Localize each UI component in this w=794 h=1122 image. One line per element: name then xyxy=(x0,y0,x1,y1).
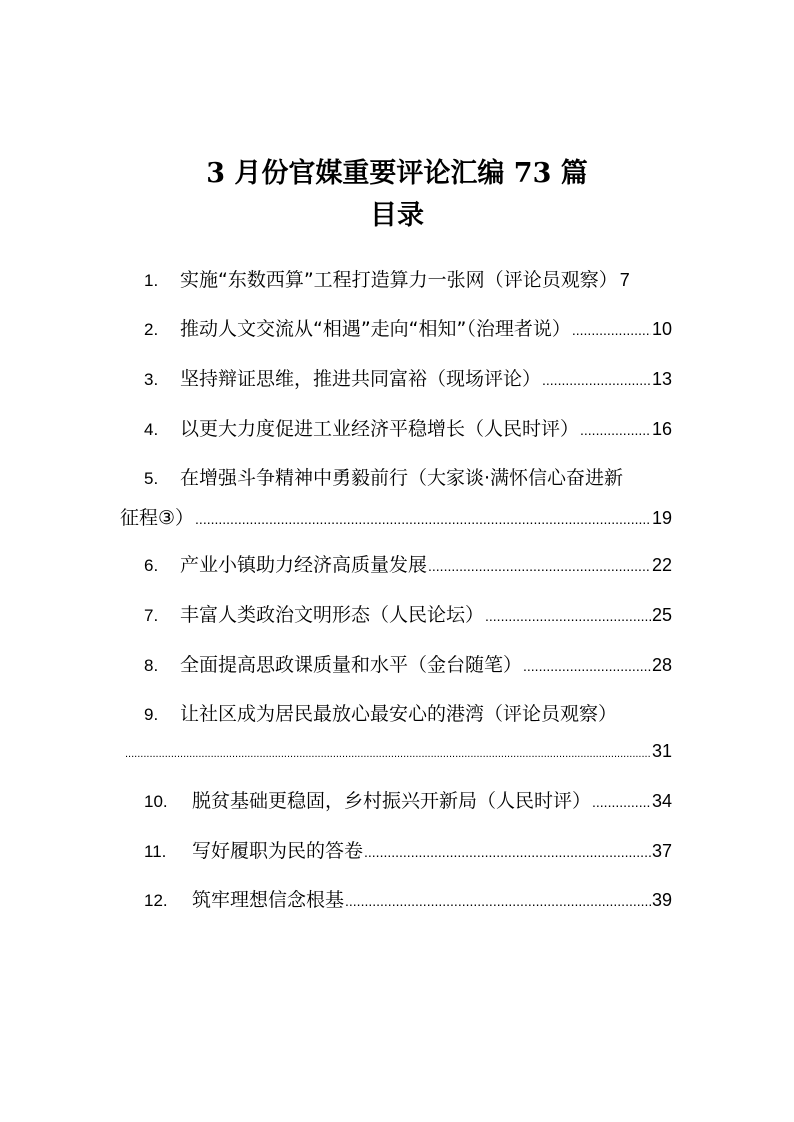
toc-entry-number: 7. xyxy=(144,606,159,625)
toc-entry-number: 2. xyxy=(144,320,159,339)
toc-entry-2[interactable] xyxy=(120,314,672,344)
toc-entry-9[interactable] xyxy=(120,699,672,729)
toc-entry-page: 28 xyxy=(651,655,672,675)
toc-entry-text: 产业小镇助力经济高质量发展 xyxy=(180,554,428,576)
toc-entry-5[interactable] xyxy=(120,463,672,493)
toc-entry-10[interactable] xyxy=(120,786,672,816)
toc-entry-text: 以更大力度促进工业经济平稳增长（人民时评） xyxy=(180,418,580,440)
toc-leader-dots xyxy=(580,415,651,445)
toc-entry-9-continued[interactable] xyxy=(124,736,672,766)
toc-entry-page: 37 xyxy=(651,841,672,861)
toc-entry-text-continued: 征程③） xyxy=(120,507,195,529)
toc-leader-dots xyxy=(195,504,651,534)
toc-entry-1[interactable] xyxy=(120,265,672,295)
toc-entry-number: 10. xyxy=(144,792,168,811)
toc-leader-dots xyxy=(428,551,651,581)
toc-entry-number: 12. xyxy=(144,891,168,910)
toc-leader-dots xyxy=(125,739,651,769)
toc-entry-page: 7 xyxy=(619,270,630,290)
toc-entry-text: 实施“东数西算”工程打造算力一张网（评论员观察） xyxy=(180,269,618,291)
toc-entry-number: 5. xyxy=(144,469,159,488)
toc-entry-text: 让社区成为居民最放心最安心的港湾（评论员观察） xyxy=(180,703,618,725)
toc-entry-text: 丰富人类政治文明形态（人民论坛） xyxy=(180,604,485,626)
toc-entry-page: 13 xyxy=(651,369,672,389)
toc-entry-number: 4. xyxy=(144,420,159,439)
toc-entry-text: 坚持辩证思维，推进共同富裕（现场评论） xyxy=(180,368,542,390)
toc-entry-page: 19 xyxy=(651,508,672,528)
toc-entry-number: 8. xyxy=(144,656,159,675)
toc-heading: 目录 xyxy=(370,200,424,231)
toc-entry-8[interactable] xyxy=(120,650,672,680)
toc-entry-text: 全面提高思政课质量和水平（金台随笔） xyxy=(180,654,523,676)
toc-entry-number: 3. xyxy=(144,370,159,389)
toc-leader-dots xyxy=(364,837,651,867)
toc-leader-dots xyxy=(592,787,651,817)
toc-leader-dots xyxy=(572,315,651,345)
toc-entry-number: 11. xyxy=(144,842,167,861)
toc-entry-4[interactable] xyxy=(120,414,672,444)
toc-entry-page: 22 xyxy=(651,555,672,575)
toc-entry-text: 推动人文交流从“相遇”走向“相知”（治理者说） xyxy=(180,318,571,340)
toc-entry-text: 筑牢理想信念根基 xyxy=(192,889,345,911)
toc-entry-11[interactable] xyxy=(120,836,672,866)
toc-leader-dots xyxy=(485,601,651,631)
toc-entry-7[interactable] xyxy=(120,600,672,630)
toc-entry-6[interactable] xyxy=(120,550,672,580)
toc-entry-page: 10 xyxy=(651,319,672,339)
toc-entry-text: 写好履职为民的答卷 xyxy=(192,840,364,862)
toc-leader-dots xyxy=(523,651,651,681)
toc-entry-page: 25 xyxy=(651,605,672,625)
toc-entry-page: 39 xyxy=(651,890,672,910)
toc-entry-text: 在增强斗争精神中勇毅前行（大家谈·满怀信心奋进新 xyxy=(180,467,624,489)
toc-entry-page: 16 xyxy=(651,419,672,439)
toc-leader-dots xyxy=(542,365,651,395)
toc-entry-text: 脱贫基础更稳固，乡村振兴开新局（人民时评） xyxy=(192,790,592,812)
toc-entry-number: 9. xyxy=(144,705,159,724)
toc-entry-12[interactable] xyxy=(120,885,672,915)
toc-entry-number: 1. xyxy=(144,271,159,290)
toc-entry-page: 34 xyxy=(651,791,672,811)
toc-entry-page: 31 xyxy=(651,741,672,761)
toc-entry-3[interactable] xyxy=(120,364,672,394)
document-title: 3 月份官媒重要评论汇编 73 篇 xyxy=(206,158,588,189)
toc-entry-5-continued[interactable] xyxy=(120,503,672,533)
toc-leader-dots xyxy=(345,886,651,916)
toc-entry-number: 6. xyxy=(144,556,159,575)
